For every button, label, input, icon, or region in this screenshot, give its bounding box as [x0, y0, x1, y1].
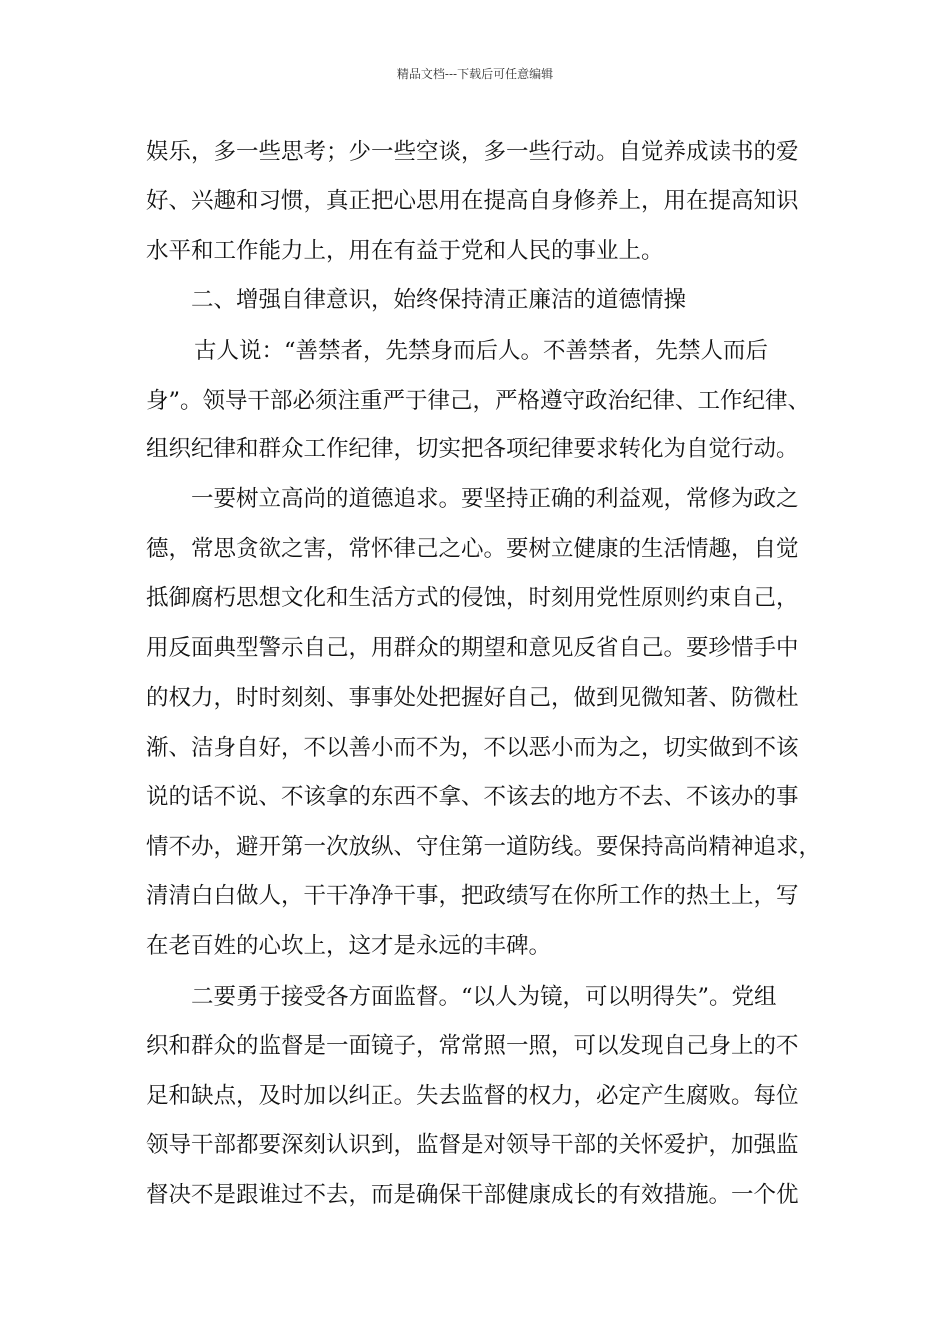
text-line: 渐、洁身自好，不以善小而不为，不以恶小而为之，切实做到不该: [146, 735, 799, 761]
section-heading: 二、增强自律意识，始终保持清正廉洁的道德情操: [191, 287, 687, 313]
text-line: 督决不是跟谁过不去，而是确保干部健康成长的有效措施。一个优: [146, 1182, 799, 1208]
page-header: 精品文档---下载后可任意编辑: [396, 67, 554, 81]
text-line: 清清白白做人，干干净净干事，把政绩写在你所工作的热土上，写: [146, 883, 799, 909]
text-line: 水平和工作能力上，用在有益于党和人民的事业上。: [146, 238, 664, 264]
text-line: 二要勇于接受各方面监督。“以人为镜，可以明得失”。党组: [191, 984, 777, 1010]
text-line: 抵御腐朽思想文化和生活方式的侵蚀，时刻用党性原则约束自己，: [146, 585, 799, 611]
text-line: 身”。领导干部必须注重严于律己，严格遵守政治纪律、工作纪律、: [146, 388, 811, 414]
text-line: 情不办，避开第一次放纵、守住第一道防线。要保持高尚精神追求，: [146, 834, 822, 860]
text-line: 组织纪律和群众工作纪律，切实把各项纪律要求转化为自觉行动。: [146, 436, 799, 462]
text-line: 古人说：“善禁者，先禁身而后人。不善禁者，先禁人而后: [194, 338, 769, 364]
text-line: 娱乐，多一些思考；少一些空谈，多一些行动。自觉养成读书的爱: [146, 139, 799, 165]
text-line: 用反面典型警示自己，用群众的期望和意见反省自己。要珍惜手中: [146, 635, 799, 661]
text-line: 好、兴趣和习惯，真正把心思用在提高自身修养上，用在提高知识: [146, 188, 799, 214]
text-line: 说的话不说、不该拿的东西不拿、不该去的地方不去、不该办的事: [146, 784, 799, 810]
text-line: 领导干部都要深刻认识到，监督是对领导干部的关怀爱护，加强监: [146, 1132, 799, 1158]
text-line: 足和缺点，及时加以纠正。失去监督的权力，必定产生腐败。每位: [146, 1083, 799, 1109]
text-line: 织和群众的监督是一面镜子，常常照一照，可以发现自己身上的不: [146, 1033, 799, 1059]
text-line: 德，常思贪欲之害，常怀律己之心。要树立健康的生活情趣，自觉: [146, 536, 799, 562]
text-line: 一要树立高尚的道德追求。要坚持正确的利益观，常修为政之: [191, 486, 799, 512]
text-line: 在老百姓的心坎上，这才是永远的丰碑。: [146, 933, 552, 959]
text-line: 的权力，时时刻刻、事事处处把握好自己，做到见微知著、防微杜: [146, 685, 799, 711]
